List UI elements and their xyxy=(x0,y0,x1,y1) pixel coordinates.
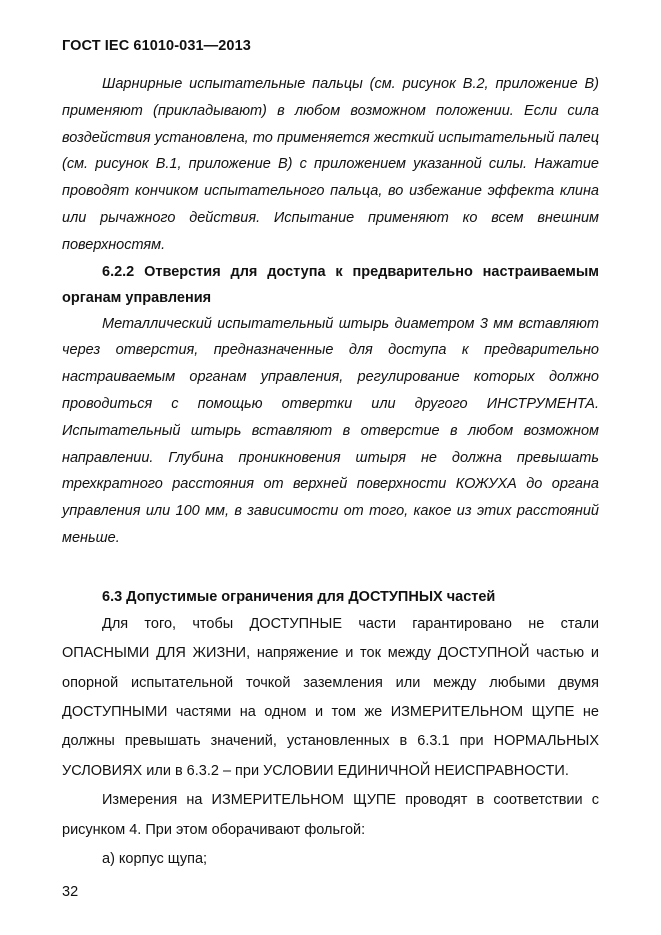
list-item-a: а) корпус щупа; xyxy=(102,851,208,867)
document-header: ГОСТ IEC 61010-031—2013 xyxy=(62,38,251,54)
page-number: 32 xyxy=(62,884,79,900)
document-body xyxy=(62,71,599,874)
section-heading-6-2-2: 6.2.2 Отверстия для доступа к предварительно настраиваемым органам управления xyxy=(62,263,599,306)
section-heading-6-3: 6.3 Допустимые ограничения для ДОСТУПНЫХ частей xyxy=(102,588,496,605)
paragraph-test-fingers: Шарнирные испытательные пальцы (см. рисунок В.2, приложение В) применяют (прикладывают) в любом возможном положении. Если сила воздействия установлена, то применяется жесткий испытательный палец (см. рисунок В.1, приложение В) с приложением указанной силы. Нажатие проводят кончиком испытательного пальца, во избежание эффекта клина или рычажного действия. Испытание применяют ко всем внешним поверхностям. xyxy=(62,76,599,253)
paragraph-measurements: Измерения на ИЗМЕРИТЕЛЬНОМ ЩУПЕ проводят в соответствии с рисунком 4. При этом оборачивают фольгой: xyxy=(62,792,599,838)
paragraph-accessible-parts: Для того, чтобы ДОСТУПНЫЕ части гарантировано не стали ОПАСНЫМИ ДЛЯ ЖИЗНИ, напряжение и ток между ДОСТУПНОЙ частью и опорной испытательной точкой заземления или между любыми двумя ДОСТУПНЫМИ частями на одном и том же ИЗМЕРИТЕЛЬНОМ ЩУПЕ не должны превышать значений, установленных в 6.3.1 при НОРМАЛЬНЫХ УСЛОВИЯХ или в 6.3.2 – при УСЛОВИИ ЕДИНИЧНОЙ НЕИСПРАВНОСТИ. xyxy=(62,615,599,779)
paragraph-test-pin: Металлический испытательный штырь диаметром 3 мм вставляют через отверстия, предназначенные для доступа к предварительно настраиваемым органам управления, регулирование которых должно проводиться с помощью отвертки или другого ИНСТРУМЕНТА. Испытательный штырь вставляют в отверстие в любом возможном направлении. Глубина проникновения штыря не должна превышать трехкратного расстояния от верхней поверхности КОЖУХА до органа управления или 100 мм, в зависимости от того, какое из этих расстояний меньше. xyxy=(62,315,599,546)
